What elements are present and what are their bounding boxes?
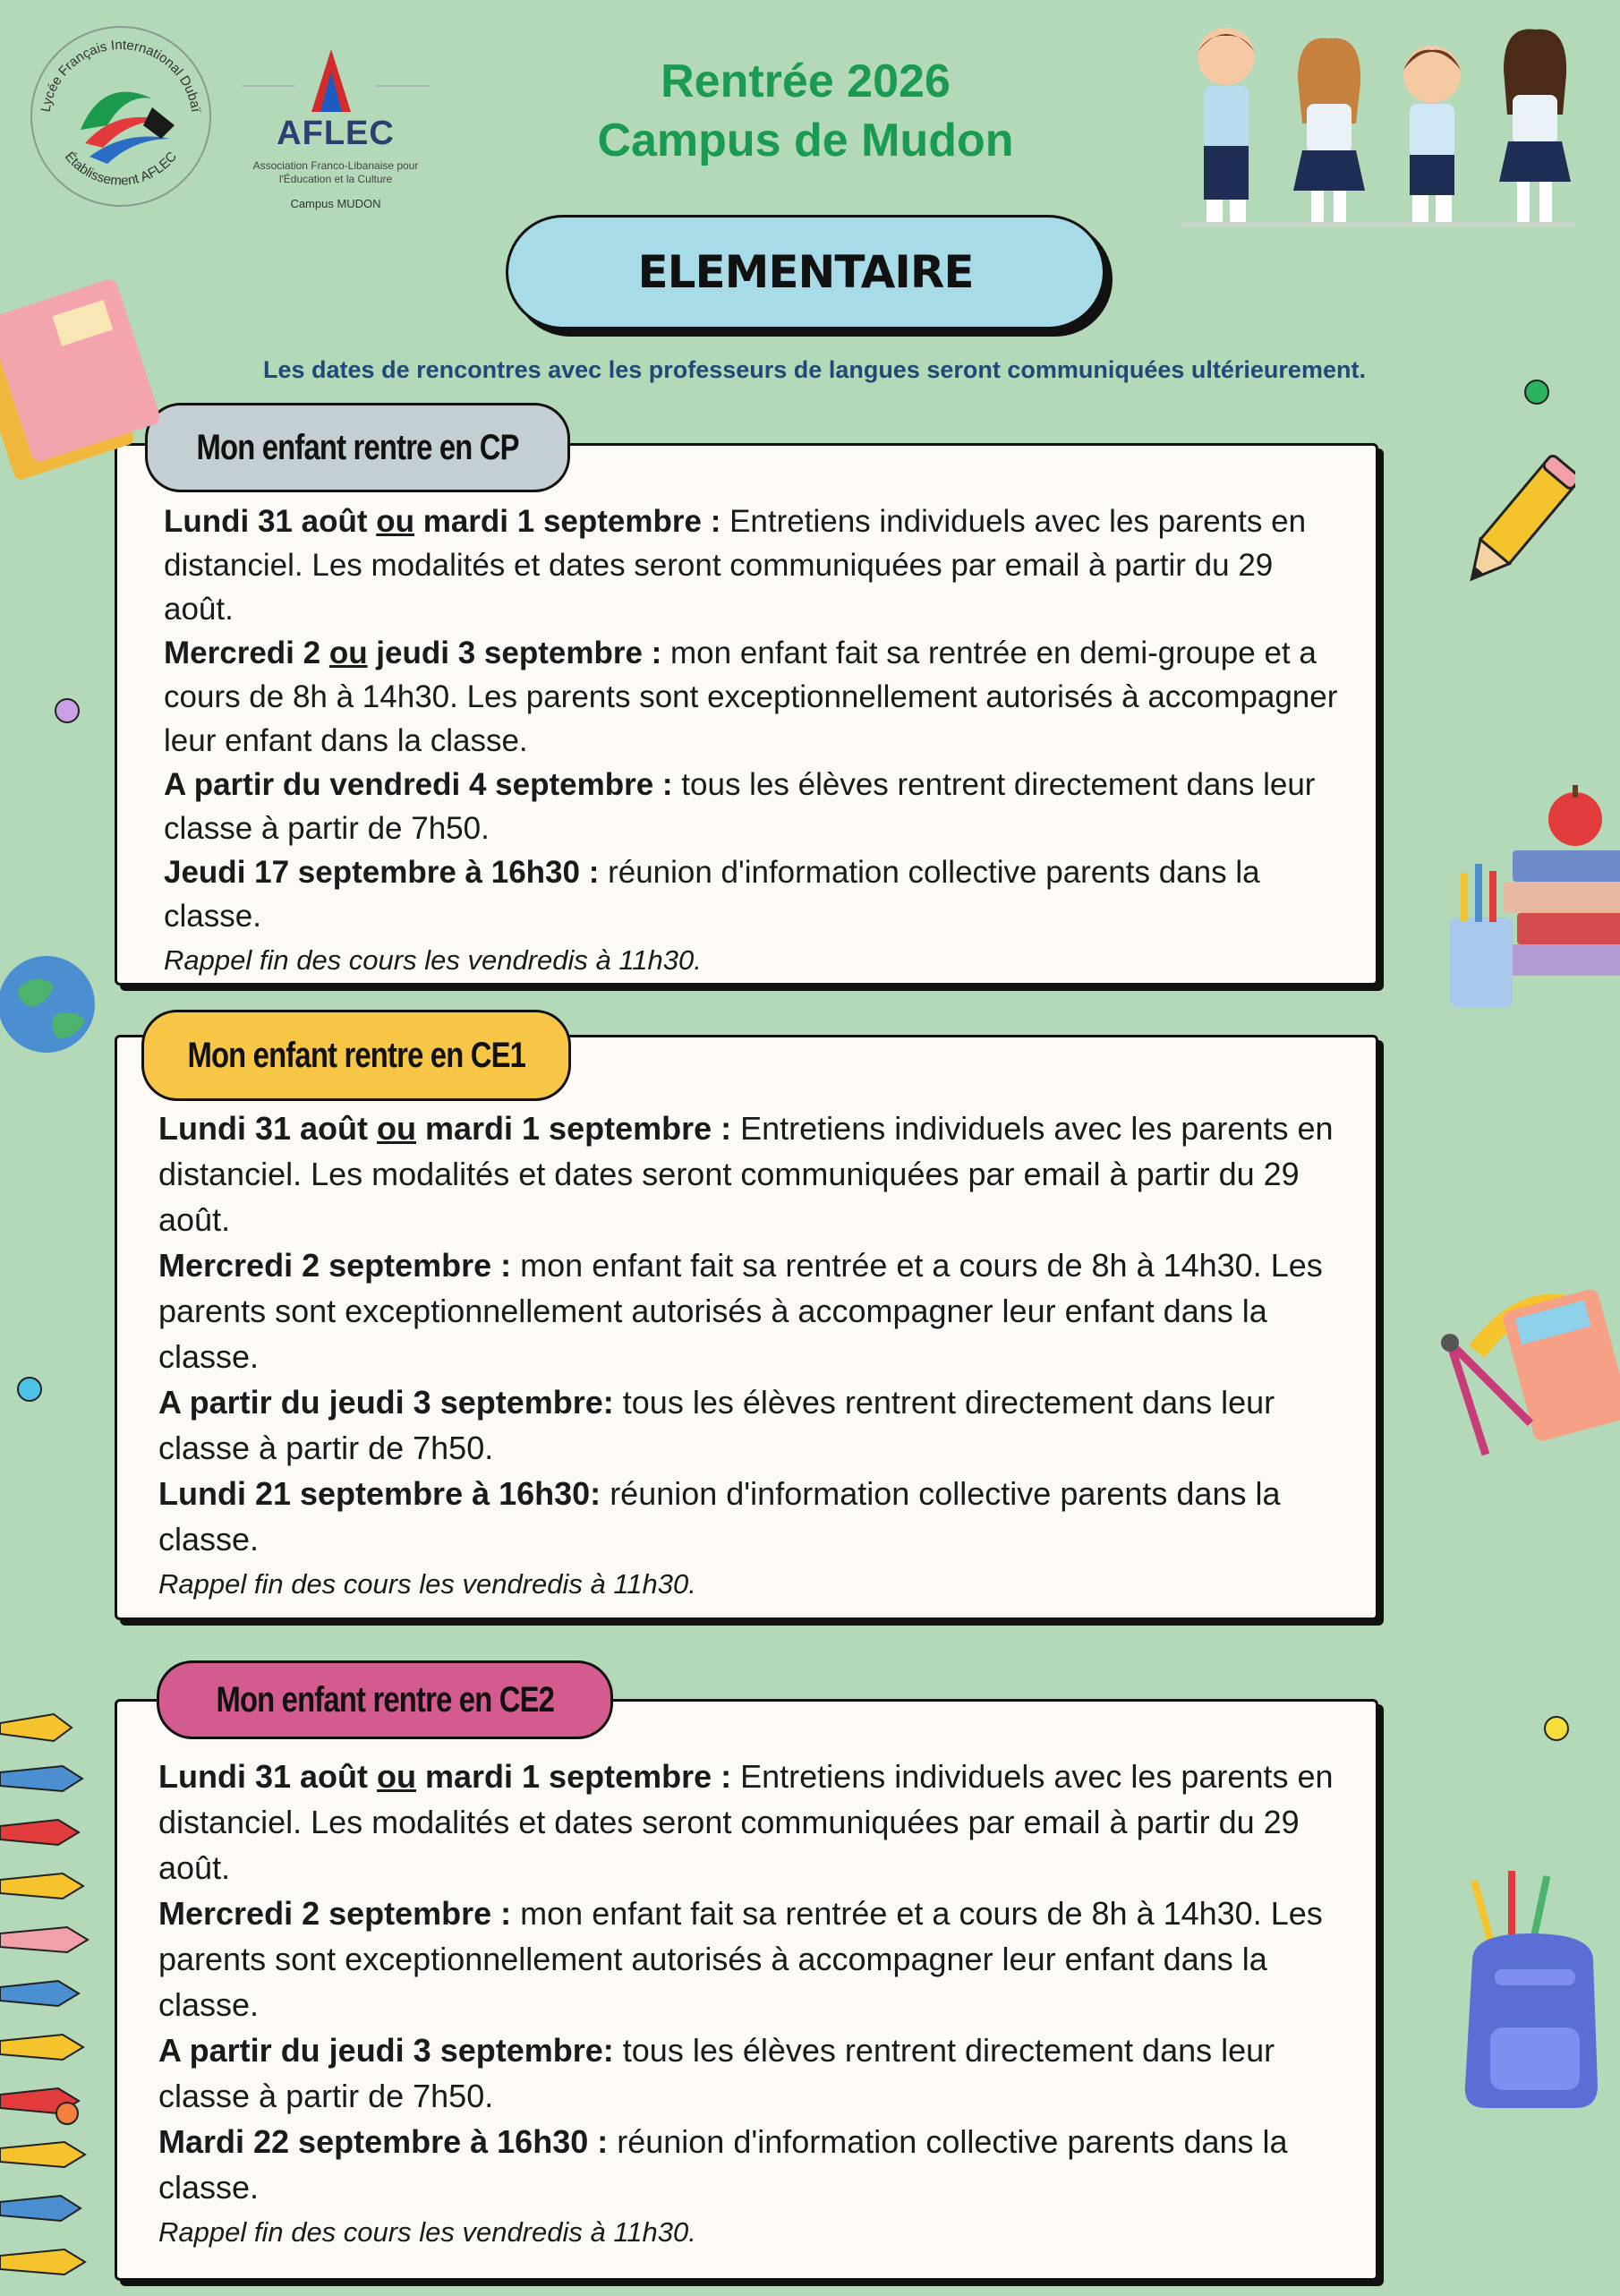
tab-ce1: Mon enfant rentre en CE1 bbox=[141, 1010, 571, 1101]
tab-cp: Mon enfant rentre en CP bbox=[145, 403, 570, 492]
lfi-ring-top: Lycée Français International Dubaï bbox=[38, 37, 204, 114]
calculator-compass-icon bbox=[1432, 1253, 1620, 1459]
section-cp bbox=[115, 443, 1378, 986]
tab-ce2: Mon enfant rentre en CE2 bbox=[157, 1660, 613, 1739]
list-item: Lundi 21 septembre à 16h30: réunion d'information collective parents dans la classe. bbox=[158, 1475, 1281, 1558]
decor-dot bbox=[17, 1377, 42, 1402]
level-heading: ELEMENTAIRE bbox=[506, 215, 1105, 329]
reminder-text: Rappel fin des cours les vendredis à 11h30. bbox=[158, 1568, 696, 1600]
aflec-subtitle: Association Franco-Libanaise pour l'Éducation et la Culture bbox=[252, 159, 419, 185]
list-item: Mardi 22 septembre à 16h30 : réunion d'information collective parents dans la classe. bbox=[158, 2123, 1288, 2206]
list-item: Jeudi 17 septembre à 16h30 : réunion d'information collective parents dans la classe. bbox=[164, 855, 1260, 934]
title-line-1: Rentrée 2026 bbox=[661, 55, 951, 107]
list-item: A partir du jeudi 3 septembre: tous les élèves rentrent directement dans leur classe à partir de 7h50. bbox=[158, 1384, 1275, 1466]
list-item: Lundi 31 août ou mardi 1 septembre : Entretiens individuels avec les parents en distanciel. Les modalités et dates seront communiquées par email à partir du 29 août. bbox=[158, 1758, 1334, 1886]
school-children-illustration bbox=[1164, 16, 1593, 231]
reminder-text: Rappel fin des cours les vendredis à 11h30. bbox=[164, 944, 702, 976]
list-item: Mercredi 2 ou jeudi 3 septembre : mon enfant fait sa rentrée en demi-groupe et a cours de 8h à 14h30. Les parents sont exceptionnellement autorisés à accompagner leur enfant dans la classe. bbox=[164, 636, 1338, 758]
lfi-logo bbox=[18, 22, 224, 210]
list-item: Mercredi 2 septembre : mon enfant fait sa rentrée et a cours de 8h à 14h30. Les parents sont exceptionnellement autorisés à accompagner leur enfant dans la classe. bbox=[158, 1895, 1323, 2023]
page-title bbox=[501, 52, 1110, 170]
decor-dot bbox=[55, 2102, 79, 2125]
aflec-logo bbox=[242, 45, 430, 215]
decor-dot bbox=[1544, 1716, 1569, 1741]
decor-dot bbox=[1524, 380, 1549, 405]
aflec-campus: Campus MUDON bbox=[290, 197, 381, 210]
pencil-icon bbox=[1459, 448, 1575, 600]
backpack-icon bbox=[1445, 1862, 1620, 2112]
notebook-icon bbox=[0, 269, 179, 492]
notice-text: Les dates de rencontres avec les professeurs de langues seront communiquées ultérieurement. bbox=[263, 356, 1366, 383]
section-ce2 bbox=[115, 1699, 1378, 2281]
books-apple-icon bbox=[1441, 765, 1620, 1025]
reminder-text: Rappel fin des cours les vendredis à 11h30. bbox=[158, 2216, 696, 2248]
list-item: Mercredi 2 septembre : mon enfant fait sa rentrée et a cours de 8h à 14h30. Les parents sont exceptionnellement autorisés à accompagner leur enfant dans la classe. bbox=[158, 1247, 1323, 1375]
lfi-ring-bottom: Établissement AFLEC bbox=[61, 149, 181, 189]
list-item: Lundi 31 août ou mardi 1 septembre : Entretiens individuels avec les parents en distanciel. Les modalités et dates seront communiquées par email à partir du 29 août. bbox=[158, 1110, 1334, 1238]
earth-globe-icon bbox=[0, 953, 100, 1056]
section-ce1 bbox=[115, 1035, 1378, 1620]
aflec-name: AFLEC bbox=[277, 115, 395, 152]
svg-text:Établissement AFLEC bbox=[62, 149, 180, 188]
decor-dot bbox=[55, 698, 80, 723]
list-item: A partir du vendredi 4 septembre : tous les élèves rentrent directement dans leur classe à partir de 7h50. bbox=[164, 767, 1316, 846]
colored-pencils-icon bbox=[0, 1705, 94, 2292]
list-item: Lundi 31 août ou mardi 1 septembre : Entretiens individuels avec les parents en distanciel. Les modalités et dates seront communiquées par email à partir du 29 août. bbox=[164, 504, 1307, 627]
title-line-2: Campus de Mudon bbox=[597, 115, 1014, 166]
list-item: A partir du jeudi 3 septembre: tous les élèves rentrent directement dans leur classe à partir de 7h50. bbox=[158, 2032, 1275, 2114]
